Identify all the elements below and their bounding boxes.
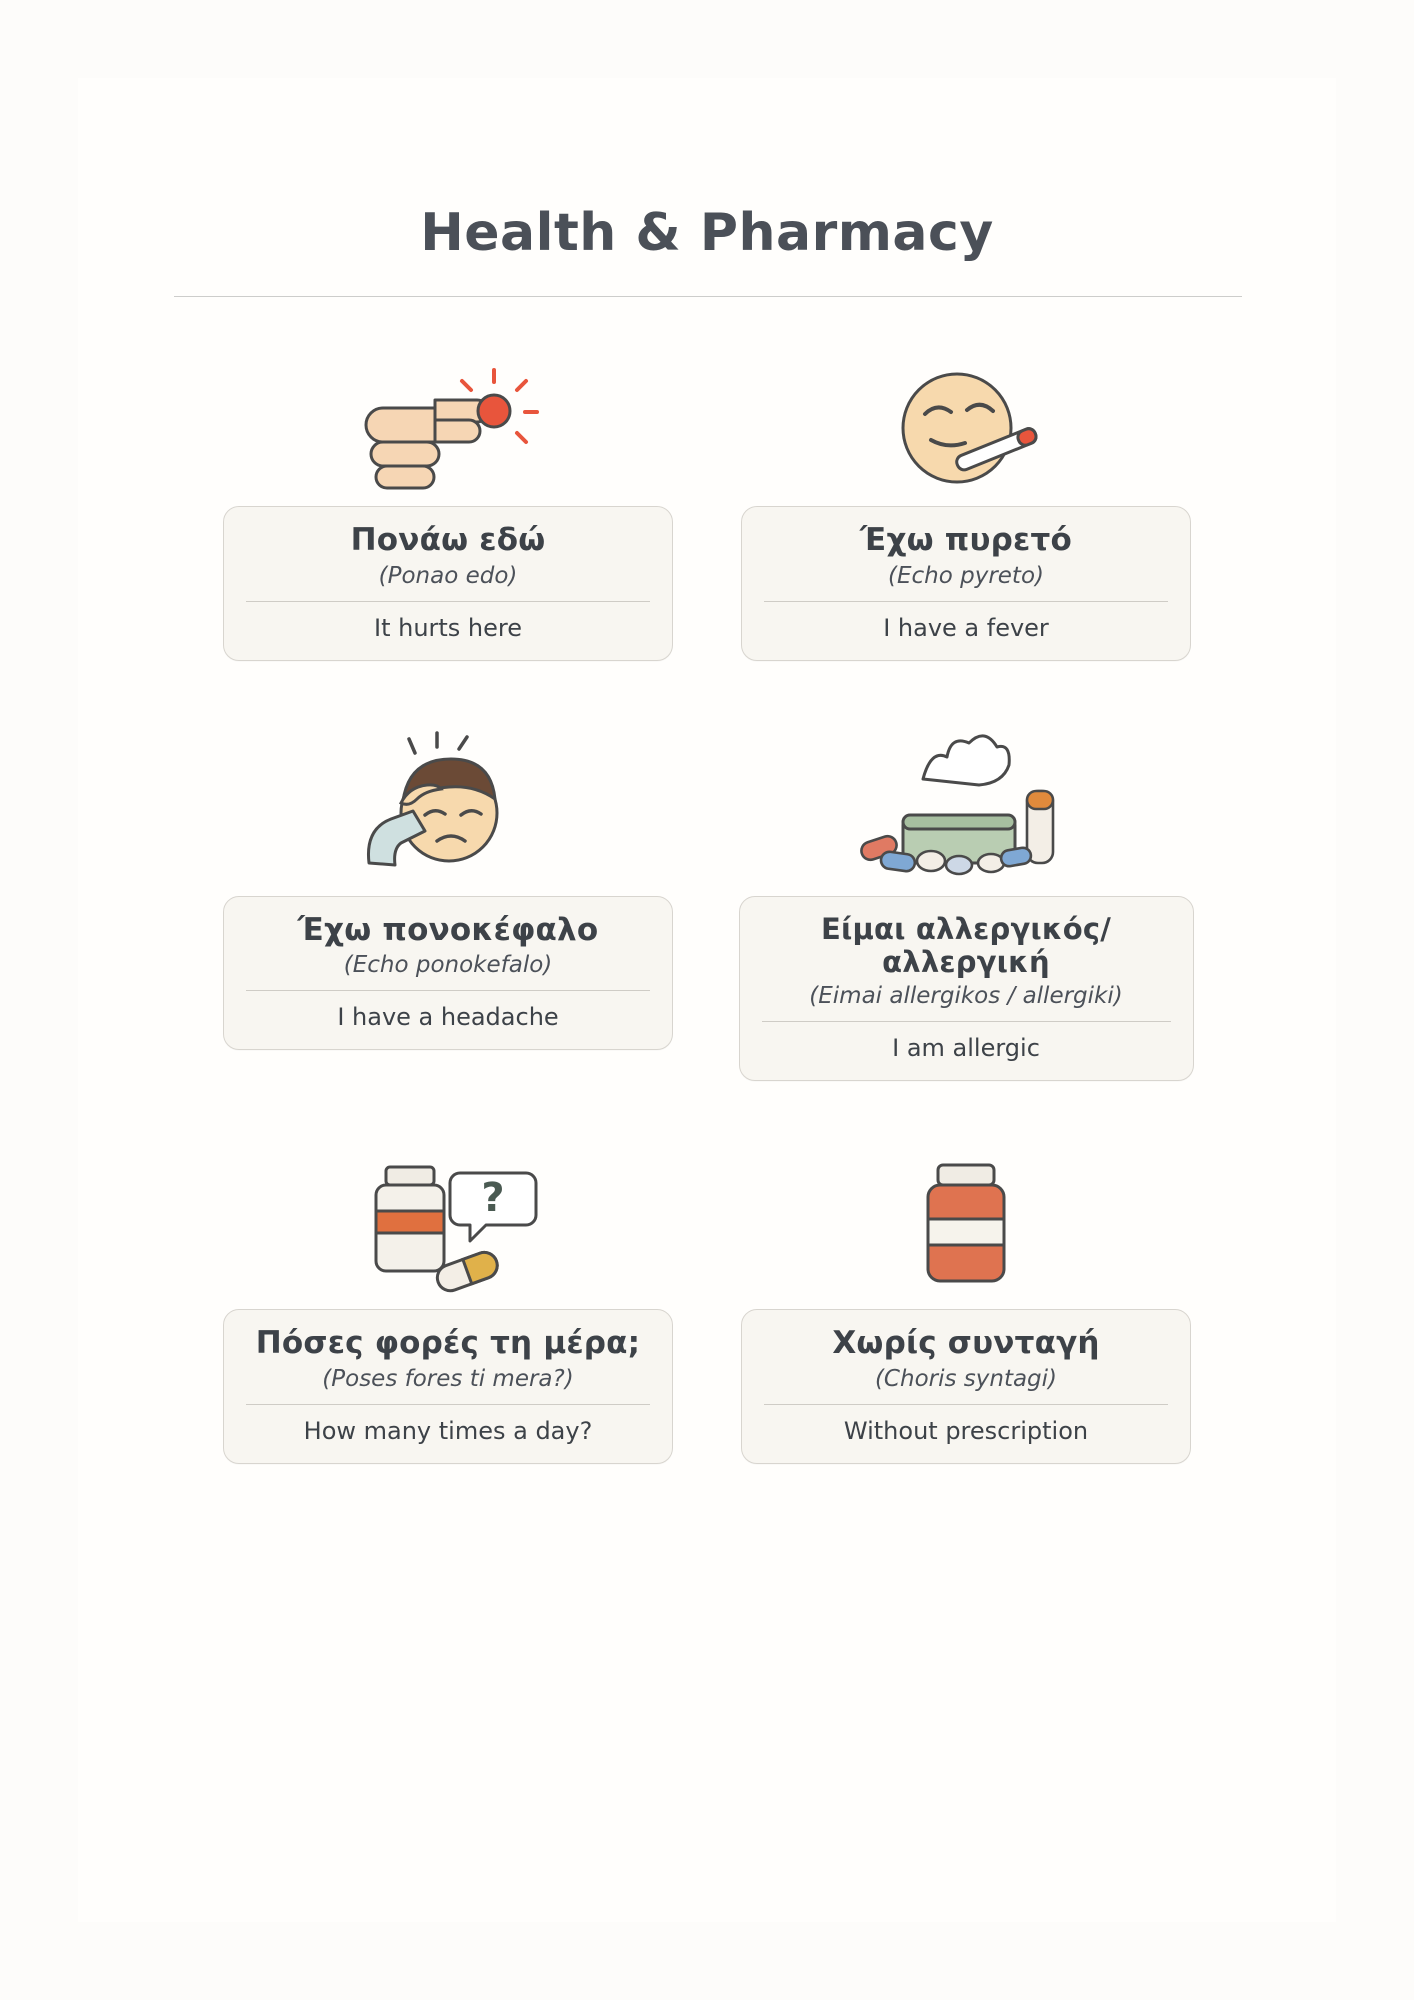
phrase-cell[interactable] xyxy=(707,346,1225,661)
phrase-english: I am allergic xyxy=(892,1034,1040,1063)
phrase-cell[interactable] xyxy=(189,721,707,1051)
phrase-english: It hurts here xyxy=(373,613,523,642)
pill-bottle-question-icon xyxy=(348,1139,548,1299)
phrase-english: I have a fever xyxy=(883,613,1049,642)
worksheet-sheet xyxy=(78,78,1336,1922)
tissue-box-pills-icon xyxy=(851,721,1081,886)
phrase-greek: Χωρίς συνταγή xyxy=(832,1325,1100,1362)
phrase-transliteration: (Echo pyreto) xyxy=(764,563,1168,602)
phrase-row xyxy=(78,1139,1336,1464)
pointing-finger-pain-icon xyxy=(353,346,543,496)
face-with-thermometer-icon xyxy=(871,346,1061,496)
phrase-card[interactable] xyxy=(223,506,673,661)
phrase-row xyxy=(78,346,1336,661)
phrase-card[interactable] xyxy=(741,1309,1191,1464)
phrase-greek: Είμαι αλλεργικός/αλλεργική xyxy=(820,911,1112,979)
phrase-english: I have a headache xyxy=(337,1003,559,1032)
phrase-greek: Πονάω εδώ xyxy=(350,522,546,558)
head-ache-person-icon xyxy=(353,721,543,886)
phrase-transliteration: (Eimai allergikos / allergiki) xyxy=(762,983,1171,1022)
phrase-transliteration: (Poses fores ti mera?) xyxy=(246,1366,650,1405)
phrase-english: Without prescription xyxy=(843,1416,1089,1445)
phrase-greek: Έχω πονοκέφαλο xyxy=(297,911,599,948)
phrase-cell[interactable] xyxy=(707,1139,1225,1464)
phrase-cell[interactable] xyxy=(189,1139,707,1464)
phrase-greek: Πόσες φορές τη μέρα; xyxy=(255,1325,641,1362)
phrase-transliteration: (Echo ponokefalo) xyxy=(246,952,650,991)
phrase-cell[interactable] xyxy=(189,346,707,661)
phrase-cell[interactable] xyxy=(707,721,1225,1082)
medicine-bottle-icon xyxy=(886,1139,1046,1299)
phrase-row xyxy=(78,721,1336,1082)
phrase-card[interactable] xyxy=(223,1309,673,1464)
phrase-transliteration: (Choris syntagi) xyxy=(764,1366,1168,1405)
title-divider xyxy=(174,296,1242,297)
svg-text:?: ? xyxy=(481,1175,505,1222)
phrase-greek: Έχω πυρετό xyxy=(860,522,1072,558)
phrase-card[interactable] xyxy=(223,896,673,1051)
phrase-english: How many times a day? xyxy=(303,1416,593,1445)
phrase-card[interactable] xyxy=(739,896,1194,1082)
page-title: Health & Pharmacy xyxy=(420,203,994,263)
phrase-transliteration: (Ponao edo) xyxy=(246,563,650,602)
phrase-card[interactable] xyxy=(741,506,1191,661)
phrase-grid xyxy=(78,346,1336,1464)
